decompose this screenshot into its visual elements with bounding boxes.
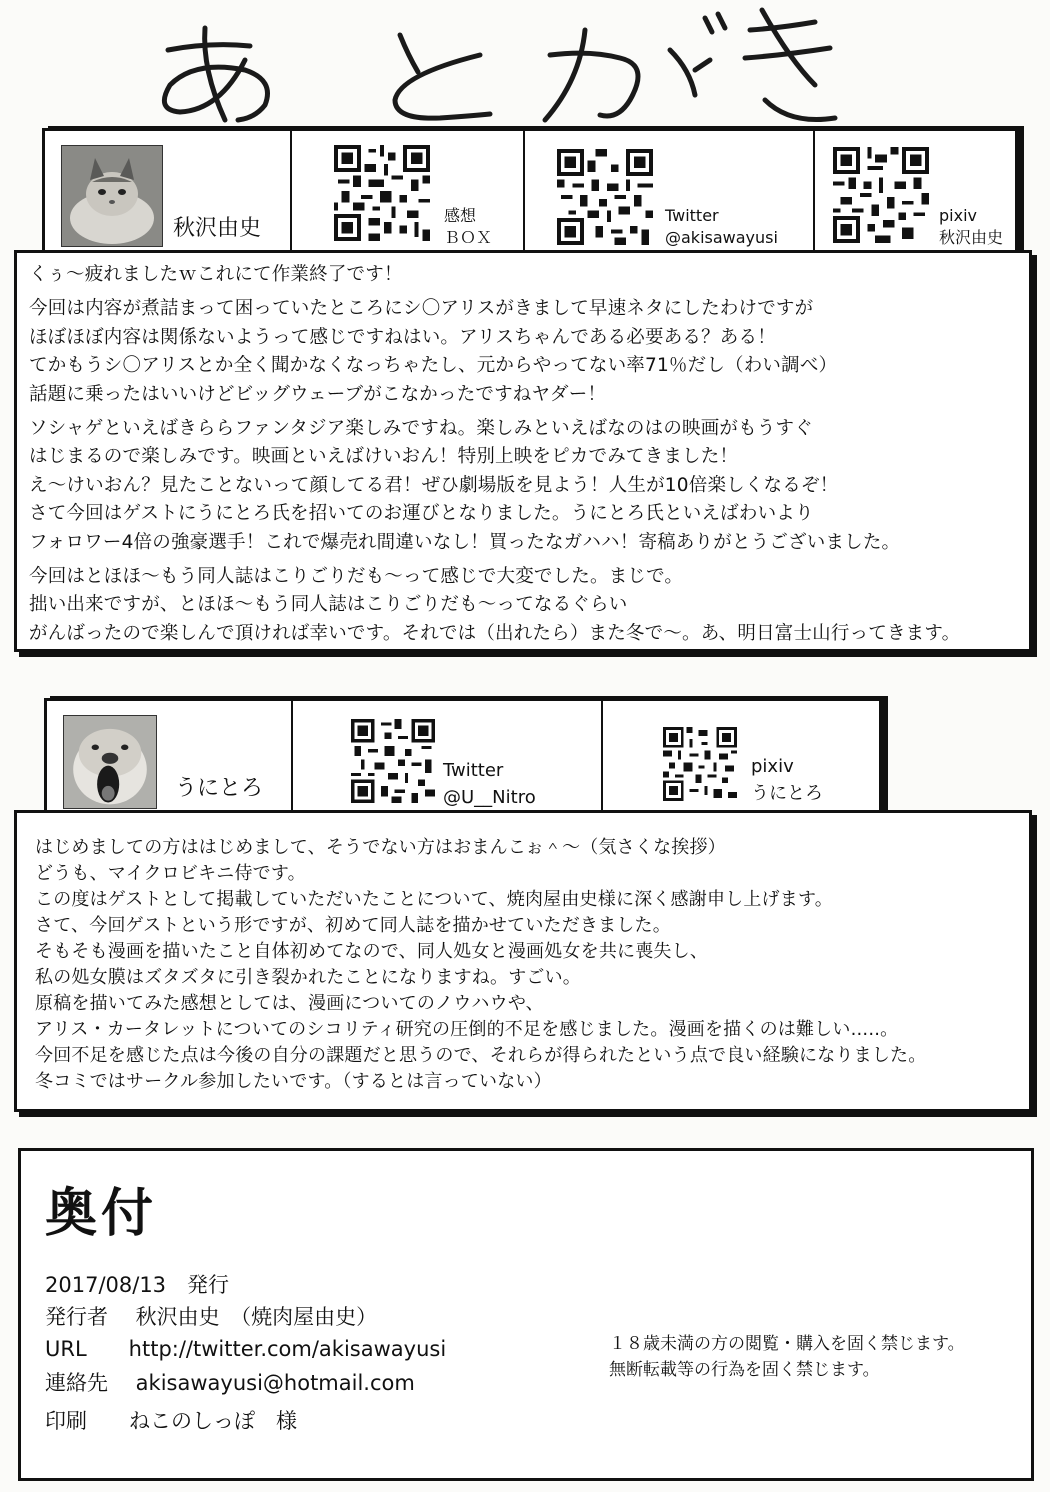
colophon: [18, 1148, 1034, 1481]
afterword-line: はじめましての方ははじめまして、そうでない方はおまんこぉ＾〜（気さくな挨拶）: [35, 837, 726, 858]
afterword-line: はじまるので楽しみです。映画といえばけいおん！特別上映をピカでみてきました！: [29, 446, 739, 468]
qr-code-icon[interactable]: [351, 719, 435, 803]
publish-date: 2017/08/13 発行: [45, 1273, 230, 1297]
url-link[interactable]: URL http://twitter.com/akisawayusi: [45, 1337, 447, 1361]
afterword-line: 冬コミではサークル参加したいです。（するとは言っていない）: [35, 1071, 552, 1092]
author1-afterword-text: [14, 250, 1032, 652]
dog-photo-icon: [63, 715, 157, 809]
author1-pixiv-cell[interactable]: [815, 131, 1015, 253]
qr-code-icon[interactable]: [557, 149, 653, 245]
qr-code-icon[interactable]: [663, 727, 737, 801]
author1-box-cell[interactable]: [292, 131, 525, 253]
author2-info-row: [44, 698, 882, 813]
author2-afterword-text: [14, 810, 1032, 1112]
page-title: [150, 0, 850, 130]
author1-info-row: [42, 128, 1018, 253]
author1-profile-cell: [45, 131, 292, 253]
pixiv-label: pixiv うにとろ: [751, 756, 823, 804]
author2-name: うにとろ: [175, 776, 264, 801]
pixiv-label: pixiv 秋沢由史: [939, 206, 1004, 247]
box-label: 感想 ＢＯＸ: [444, 206, 493, 247]
author2-twitter-cell[interactable]: [293, 701, 603, 813]
colophon-title: 奥付: [45, 1184, 158, 1244]
afterword-line: さて今回はゲストにうにとろ氏を招いてのお運びとなりました。うにとろ氏といえばわいより: [29, 503, 814, 525]
qr-code-icon[interactable]: [833, 147, 929, 243]
afterword-line: ほぼほぼ内容は関係ないようって感じですねはい。アリスちゃんである必要ある？ある！: [29, 326, 776, 348]
publisher: 発行者 秋沢由史 （焼肉屋由史）: [45, 1305, 378, 1329]
afterword-line: がんばったので楽しんで頂ければ幸いです。それでは（出れたら）また冬で〜。あ、明日富士山行ってきます。: [29, 622, 961, 644]
afterword-line: 今回は内容が煮詰まって困っていたところにシ〇アリスがきまして早速ネタにしたわけですが: [29, 298, 814, 320]
afterword-line: どうも、マイクロビキニ侍です。: [35, 863, 306, 884]
afterword-line: 話題に乗ったはいいけどビッグウェーブがこなかったですねヤダー！: [29, 383, 607, 405]
afterword-line: 今回不足を感じた点は今後の自分の課題だと思うので、それらが得られたという点で良い経験になりました。: [35, 1045, 927, 1066]
afterword-line: そもそも漫画を描いたこと自体初めてなので、同人処女と漫画処女を共に喪失し、: [35, 941, 709, 962]
afterword-line: 拙い出来ですが、とほほ〜もう同人誌はこりごりだも〜ってなるぐらい: [29, 594, 628, 616]
age-restriction-note: １８歳未満の方の閲覧・購入を固く禁じます。: [609, 1334, 965, 1354]
afterword-line: 原稿を描いてみた感想としては、漫画についてのノウハウや、: [35, 993, 544, 1014]
handwritten-title-drawing: [150, 0, 850, 130]
afterword-line: ソシャゲといえばきららファンタジア楽しみですね。楽しみといえばなのはの映画がもうすぐ: [29, 418, 813, 440]
author2-profile-cell: [47, 701, 293, 813]
afterword-line: 私の処女膜はズタズタに引き裂かれたことになりますね。すごい。: [35, 967, 581, 988]
twitter-label: Twitter @U__Nitro: [443, 760, 536, 808]
afterword-line: え〜けいおん？見たことないって顔してる君！ぜひ劇場版を見よう！人生が10倍楽しくなるぞ！: [29, 474, 839, 496]
afterword-line: この度はゲストとして掲載していただいたことについて、焼肉屋由史様に深く感謝申し上げます。: [35, 889, 833, 910]
author2-pixiv-cell[interactable]: [603, 701, 879, 813]
qr-code-icon[interactable]: [334, 145, 430, 241]
afterword-line: てかもうシ〇アリスとか全く聞かなくなっちゃたし、元からやってない率71％だし（わい調べ）: [29, 355, 838, 377]
author1-twitter-cell[interactable]: [525, 131, 815, 253]
printer: 印刷 ねこのしっぽ 様: [45, 1409, 297, 1433]
cat-photo-icon: [61, 145, 163, 247]
reprint-prohibition-note: 無断転載等の行為を固く禁じます。: [609, 1360, 880, 1380]
afterword-line: フォロワー4倍の強豪選手！これで爆売れ間違いなし！買ったなガハハ！寄稿ありがとうございました。: [29, 531, 901, 553]
author1-name: 秋沢由史: [173, 216, 262, 241]
afterword-line: くぅ〜疲れましたｗこれにて作業終了です！: [29, 264, 403, 285]
afterword-line: アリス・カータレットについてのシコリティ研究の圧倒的不足を感じました。漫画を描くのは難しい.....。: [35, 1019, 899, 1040]
contact-email[interactable]: 連絡先 akisawayusi@hotmail.com: [45, 1371, 415, 1395]
afterword-line: 今回はとほほ〜もう同人誌はこりごりだも〜って感じで大変でした。まじで。: [29, 566, 684, 588]
afterword-line: さて、今回ゲストという形ですが、初めて同人誌を描かせていただきました。: [35, 915, 671, 936]
twitter-label: Twitter @akisawayusi: [665, 206, 778, 247]
